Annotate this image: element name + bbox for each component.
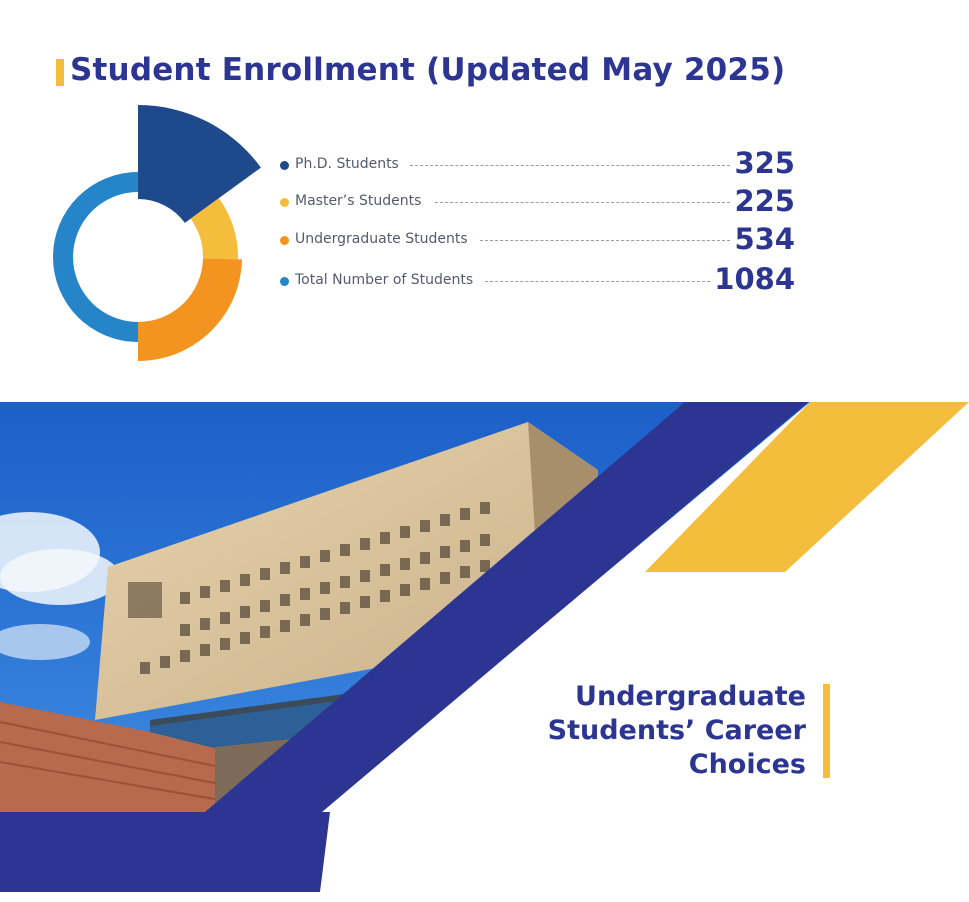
banner-heading-line: Students’ Career [547,715,806,746]
legend-dot [280,236,289,245]
navy-bottom-band [0,812,969,902]
legend-label: Ph.D. Students [295,156,407,172]
legend-label: Total Number of Students [295,272,481,288]
legend-value: 1084 [714,262,795,296]
leader-line [410,165,730,166]
banner-heading-line: Choices [688,749,806,780]
career-choices-banner [0,402,969,902]
leader-line [435,202,730,203]
legend-value: 225 [734,184,795,218]
legend-dot [280,198,289,207]
leader-line [480,240,730,241]
banner-accent-bar [823,684,830,778]
legend-item-undergraduate [280,222,800,260]
legend-label: Undergraduate Students [295,231,476,247]
leader-line [485,281,710,282]
banner-heading-line: Undergraduate [575,681,806,712]
legend-item-phd [280,146,800,184]
chart-legend [0,0,969,330]
legend-value: 325 [734,146,795,180]
legend-label: Master’s Students [295,193,429,209]
banner-heading [548,680,806,782]
page-title: Student Enrollment (Updated May 2025) [70,52,786,88]
legend-dot [280,277,289,286]
legend-item-masters [280,184,800,222]
legend-value: 534 [734,222,795,256]
legend-item-total [280,262,800,300]
legend-dot [280,161,289,170]
